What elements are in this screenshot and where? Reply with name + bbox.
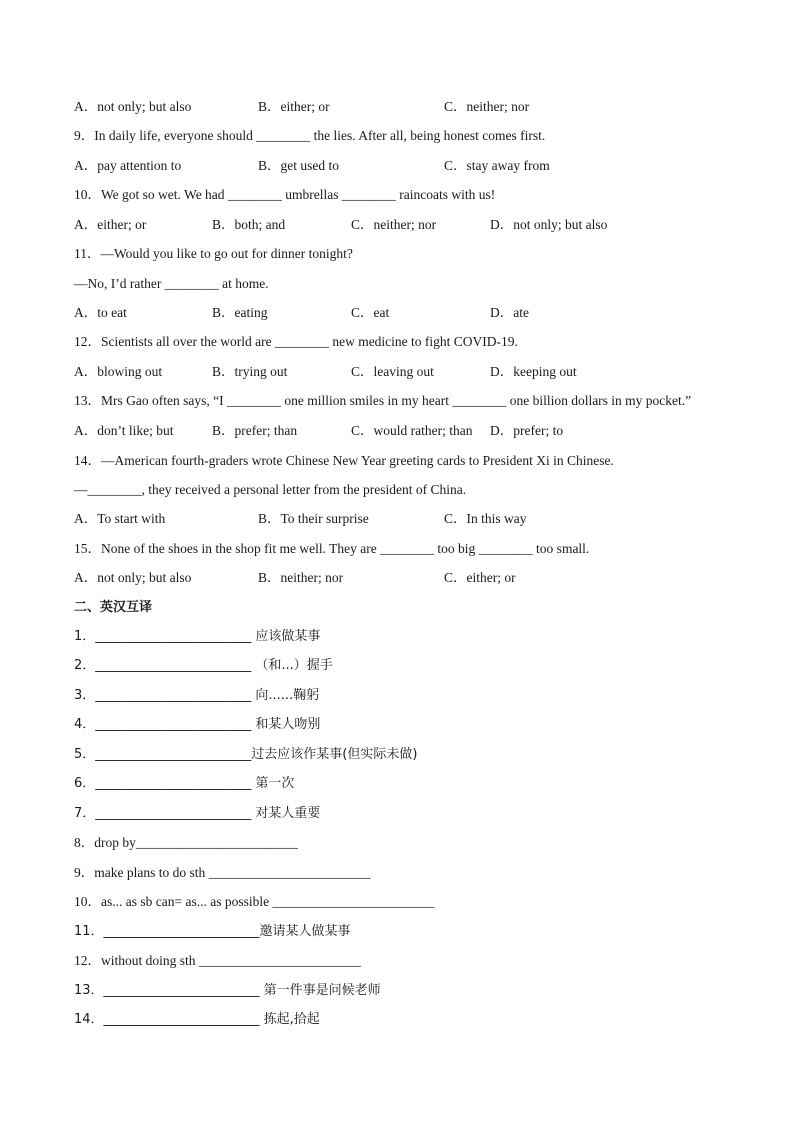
- question-10: 10．We got so wet. We had ________ umbrellas ________ raincoats with us!: [74, 187, 496, 202]
- q12-option-b[interactable]: B．trying out: [212, 364, 288, 379]
- translation-item-1[interactable]: 1．________________________ 应该做某事: [74, 629, 321, 644]
- q11-option-a[interactable]: A．to eat: [74, 305, 127, 320]
- q15-option-c[interactable]: C．either; or: [444, 570, 516, 585]
- q14-option-b[interactable]: B．To their surprise: [258, 511, 369, 526]
- q9-option-a[interactable]: A．pay attention to: [74, 158, 182, 173]
- q12-option-a[interactable]: A．blowing out: [74, 364, 163, 379]
- translation-item-3[interactable]: 3．________________________ 向......鞠躬: [74, 688, 320, 703]
- q8-option-a[interactable]: A．not only; but also: [74, 99, 192, 114]
- translation-item-11[interactable]: 11．________________________邀请某人做某事: [74, 924, 351, 939]
- q14-option-c[interactable]: C．In this way: [444, 511, 527, 526]
- translation-item-7[interactable]: 7．________________________ 对某人重要: [74, 806, 321, 821]
- q15-option-b[interactable]: B．neither; nor: [258, 570, 344, 585]
- q9-option-b[interactable]: B．get used to: [258, 158, 339, 173]
- q13-option-d[interactable]: D．prefer; to: [490, 423, 564, 438]
- question-11-reply: —No, I’d rather ________ at home.: [74, 276, 269, 291]
- q12-option-d[interactable]: D．keeping out: [490, 364, 577, 379]
- q14-option-a[interactable]: A．To start with: [74, 511, 166, 526]
- section-2-title: 二、英汉互译: [74, 600, 153, 615]
- translation-item-8[interactable]: 8．drop by________________________: [74, 835, 298, 850]
- translation-item-12[interactable]: 12．without doing sth ________________________: [74, 953, 361, 968]
- translation-item-9[interactable]: 9．make plans to do sth ________________________: [74, 865, 371, 880]
- translation-item-4[interactable]: 4．________________________ 和某人吻别: [74, 717, 321, 732]
- q10-option-c[interactable]: C．neither; nor: [351, 217, 437, 232]
- question-12: 12．Scientists all over the world are ________ new medicine to fight COVID-19.: [74, 334, 518, 349]
- translation-item-6[interactable]: 6．________________________ 第一次: [74, 776, 295, 791]
- translation-item-5[interactable]: 5．________________________过去应该作某事(但实际未做): [74, 747, 418, 762]
- question-13: 13．Mrs Gao often says, “I ________ one million smiles in my heart ________ one billion dollars in my pocket.”: [74, 393, 692, 408]
- q13-option-c[interactable]: C．would rather; than: [351, 423, 473, 438]
- translation-item-2[interactable]: 2．________________________ （和...）握手: [74, 658, 333, 673]
- question-14-reply: —________, they received a personal letter from the president of China.: [74, 482, 467, 497]
- q13-option-b[interactable]: B．prefer; than: [212, 423, 298, 438]
- q10-option-a[interactable]: A．either; or: [74, 217, 147, 232]
- q9-option-c[interactable]: C．stay away from: [444, 158, 550, 173]
- translation-item-14[interactable]: 14．________________________ 拣起,拾起: [74, 1012, 320, 1027]
- question-14: 14．—American fourth-graders wrote Chinese New Year greeting cards to President Xi in Chinese.: [74, 453, 614, 468]
- translation-item-13[interactable]: 13．________________________ 第一件事是问候老师: [74, 983, 381, 998]
- q11-option-b[interactable]: B．eating: [212, 305, 268, 320]
- q13-option-a[interactable]: A．don’t like; but: [74, 423, 174, 438]
- q12-option-c[interactable]: C．leaving out: [351, 364, 434, 379]
- q10-option-b[interactable]: B．both; and: [212, 217, 286, 232]
- q11-option-d[interactable]: D．ate: [490, 305, 529, 320]
- question-9: 9．In daily life, everyone should ________ the lies. After all, being honest comes first.: [74, 128, 546, 143]
- q10-option-d[interactable]: D．not only; but also: [490, 217, 608, 232]
- q15-option-a[interactable]: A．not only; but also: [74, 570, 192, 585]
- translation-item-10[interactable]: 10．as... as sb can= as... as possible ________________________: [74, 894, 435, 909]
- question-15: 15．None of the shoes in the shop fit me well. They are ________ too big ________ too small.: [74, 541, 590, 556]
- question-11: 11．—Would you like to go out for dinner tonight?: [74, 246, 353, 261]
- q11-option-c[interactable]: C．eat: [351, 305, 390, 320]
- q8-option-b[interactable]: B．either; or: [258, 99, 330, 114]
- q8-option-c[interactable]: C．neither; nor: [444, 99, 530, 114]
